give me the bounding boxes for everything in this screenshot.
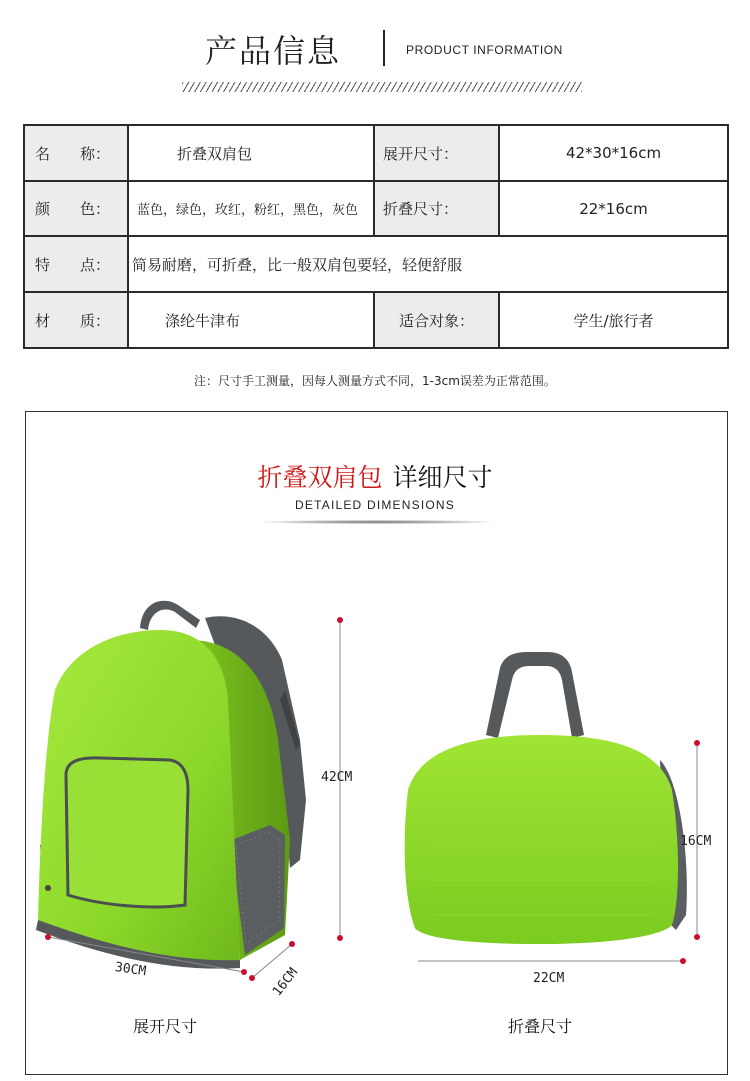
- folded-size-value: 22*16cm: [499, 181, 728, 236]
- details-subtitle: DETAILED DIMENSIONS: [295, 498, 455, 512]
- name-label: 名 称：: [24, 125, 128, 181]
- folded-width-marker: [418, 958, 686, 964]
- unfolded-width-label: 30CM: [113, 960, 148, 980]
- folded-width-label: 22CM: [533, 971, 565, 986]
- unfolded-size-value: 42*30*16cm: [499, 125, 728, 181]
- unfolded-depth-label: 16CM: [270, 965, 302, 1000]
- feature-label: 特 点：: [24, 236, 128, 292]
- unfolded-size-label: 展开尺寸：: [374, 125, 499, 181]
- details-title-black: 详细尺寸: [392, 463, 493, 492]
- target-value: 学生/旅行者: [499, 292, 728, 348]
- measurement-note: 注：尺寸手工测量，因每人测量方式不同，1-3cm误差为正常范围。: [194, 374, 556, 388]
- unfolded-height-label: 42CM: [321, 770, 353, 785]
- target-label: 适合对象：: [374, 292, 499, 348]
- page-title: 产品信息: [205, 32, 342, 70]
- folded-height-label: 16CM: [680, 834, 712, 849]
- feature-value: 简易耐磨，可折叠，比一般双肩包要轻，轻便舒服: [128, 236, 728, 292]
- material-label: 材 质：: [24, 292, 128, 348]
- page-subtitle: PRODUCT INFORMATION: [406, 43, 563, 57]
- material-value: 涤纶牛津布: [128, 292, 374, 348]
- color-value: 蓝色，绿色，玫红，粉红，黑色，灰色: [128, 181, 374, 236]
- folded-size-label: 折叠尺寸：: [374, 181, 499, 236]
- unfolded-caption: 展开尺寸: [133, 1017, 198, 1036]
- color-label: 颜 色：: [24, 181, 128, 236]
- folded-caption: 折叠尺寸: [508, 1017, 573, 1036]
- backpack-unfolded-image: [36, 601, 306, 969]
- name-value: 折叠双肩包: [128, 125, 374, 181]
- details-title-red: 折叠双肩包: [257, 463, 383, 492]
- backpack-folded-image: [405, 652, 687, 944]
